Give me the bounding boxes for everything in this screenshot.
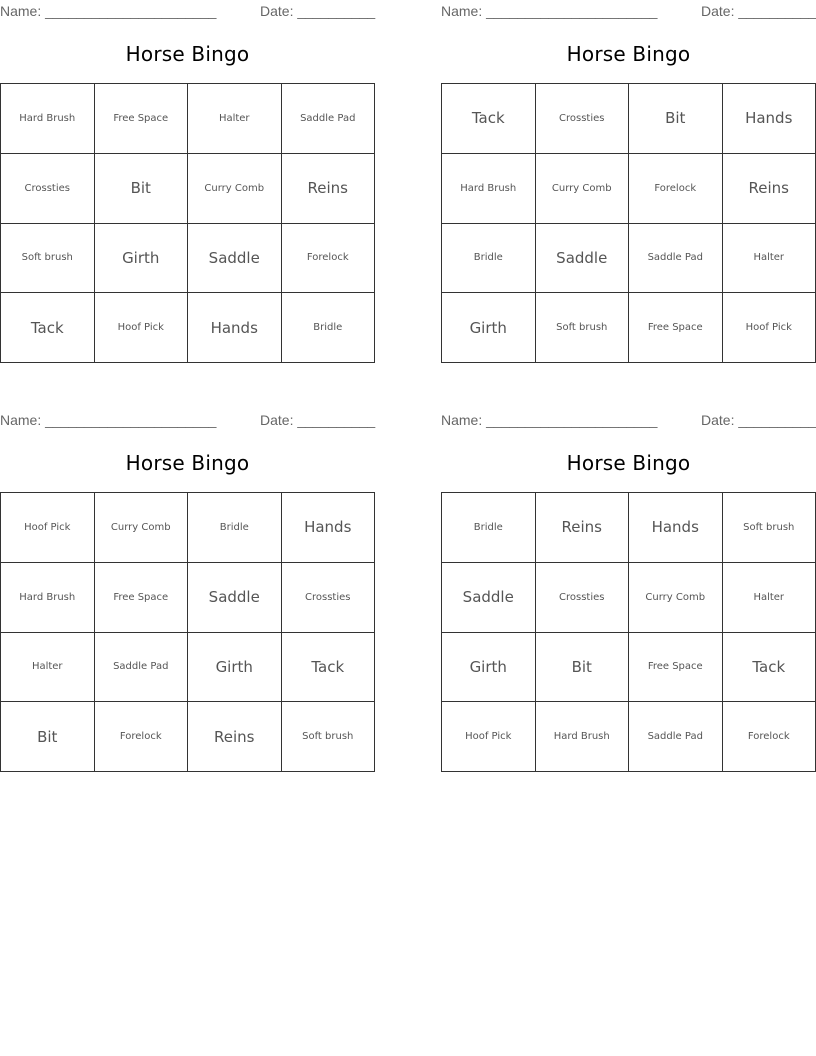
bingo-card-4: [441, 409, 816, 781]
bingo-cell: Saddle: [188, 224, 282, 294]
bingo-cell: Hands: [723, 84, 816, 154]
date-field-label: Date: __________: [701, 412, 816, 428]
bingo-cell: Saddle: [536, 224, 630, 294]
bingo-cell: Free Space: [629, 293, 723, 363]
bingo-grid: [441, 492, 816, 772]
name-field-label: Name: ______________________: [0, 3, 217, 19]
bingo-cell: Saddle Pad: [282, 84, 376, 154]
bingo-card-3: [0, 409, 375, 781]
bingo-grid: [0, 83, 375, 363]
bingo-cell: Forelock: [629, 154, 723, 224]
name-field-label: Name: ______________________: [441, 412, 658, 428]
bingo-cell: Curry Comb: [536, 154, 630, 224]
bingo-grid: [441, 83, 816, 363]
bingo-cell: Soft brush: [1, 224, 95, 294]
bingo-cell: Saddle Pad: [629, 224, 723, 294]
bingo-cell: Hoof Pick: [442, 702, 536, 772]
bingo-cell: Saddle Pad: [629, 702, 723, 772]
bingo-cell: Halter: [188, 84, 282, 154]
bingo-cell: Girth: [188, 633, 282, 703]
date-field-label: Date: __________: [260, 3, 376, 19]
bingo-cell: Saddle: [442, 563, 536, 633]
bingo-cell: Hard Brush: [442, 154, 536, 224]
name-date-row: [441, 3, 816, 19]
bingo-cell: Saddle Pad: [95, 633, 189, 703]
bingo-cell: Girth: [95, 224, 189, 294]
bingo-cell: Reins: [536, 493, 630, 563]
bingo-cell: Girth: [442, 633, 536, 703]
bingo-card-1: [0, 0, 375, 372]
name-date-row: [0, 412, 375, 428]
bingo-cell: Hard Brush: [536, 702, 630, 772]
name-field-label: Name: ______________________: [441, 3, 658, 19]
bingo-cell: Halter: [723, 563, 816, 633]
bingo-cell: Tack: [1, 293, 95, 363]
bingo-cell: Crossties: [536, 84, 630, 154]
bingo-cell: Reins: [282, 154, 376, 224]
date-field-label: Date: __________: [260, 412, 376, 428]
date-field-label: Date: __________: [701, 3, 816, 19]
bingo-cell: Saddle: [188, 563, 282, 633]
bingo-cell: Curry Comb: [188, 154, 282, 224]
bingo-cell: Hands: [282, 493, 376, 563]
name-date-row: [441, 412, 816, 428]
bingo-cell: Reins: [723, 154, 816, 224]
card-title: Horse Bingo: [566, 451, 691, 475]
bingo-cell: Hoof Pick: [95, 293, 189, 363]
bingo-cell: Curry Comb: [95, 493, 189, 563]
bingo-cell: Soft brush: [536, 293, 630, 363]
bingo-cell: Soft brush: [282, 702, 376, 772]
bingo-cell: Hard Brush: [1, 84, 95, 154]
bingo-cell: Bridle: [188, 493, 282, 563]
bingo-grid: [0, 492, 375, 772]
bingo-card-2: [441, 0, 816, 372]
name-date-row: [0, 3, 375, 19]
card-title: Horse Bingo: [566, 42, 691, 66]
bingo-cell: Free Space: [95, 563, 189, 633]
bingo-cell: Tack: [442, 84, 536, 154]
name-field-label: Name: ______________________: [0, 412, 217, 428]
bingo-cell: Forelock: [723, 702, 816, 772]
bingo-cell: Crossties: [282, 563, 376, 633]
card-title: Horse Bingo: [125, 42, 250, 66]
bingo-cell: Bridle: [282, 293, 376, 363]
bingo-cell: Curry Comb: [629, 563, 723, 633]
bingo-cell: Bit: [629, 84, 723, 154]
bingo-cell: Hoof Pick: [1, 493, 95, 563]
bingo-cell: Hard Brush: [1, 563, 95, 633]
bingo-cell: Halter: [1, 633, 95, 703]
bingo-cell: Hoof Pick: [723, 293, 816, 363]
bingo-cell: Soft brush: [723, 493, 816, 563]
card-title: Horse Bingo: [125, 451, 250, 475]
bingo-cell: Reins: [188, 702, 282, 772]
bingo-cell: Tack: [282, 633, 376, 703]
bingo-cell: Bridle: [442, 493, 536, 563]
bingo-cell: Crossties: [536, 563, 630, 633]
bingo-cell: Forelock: [95, 702, 189, 772]
bingo-cell: Tack: [723, 633, 816, 703]
bingo-cell: Bit: [95, 154, 189, 224]
bingo-cell: Girth: [442, 293, 536, 363]
bingo-cell: Forelock: [282, 224, 376, 294]
bingo-cell: Free Space: [95, 84, 189, 154]
bingo-cell: Bridle: [442, 224, 536, 294]
bingo-cell: Crossties: [1, 154, 95, 224]
bingo-cell: Free Space: [629, 633, 723, 703]
bingo-cell: Halter: [723, 224, 816, 294]
bingo-cell: Hands: [188, 293, 282, 363]
bingo-cell: Bit: [1, 702, 95, 772]
bingo-cell: Bit: [536, 633, 630, 703]
bingo-cell: Hands: [629, 493, 723, 563]
